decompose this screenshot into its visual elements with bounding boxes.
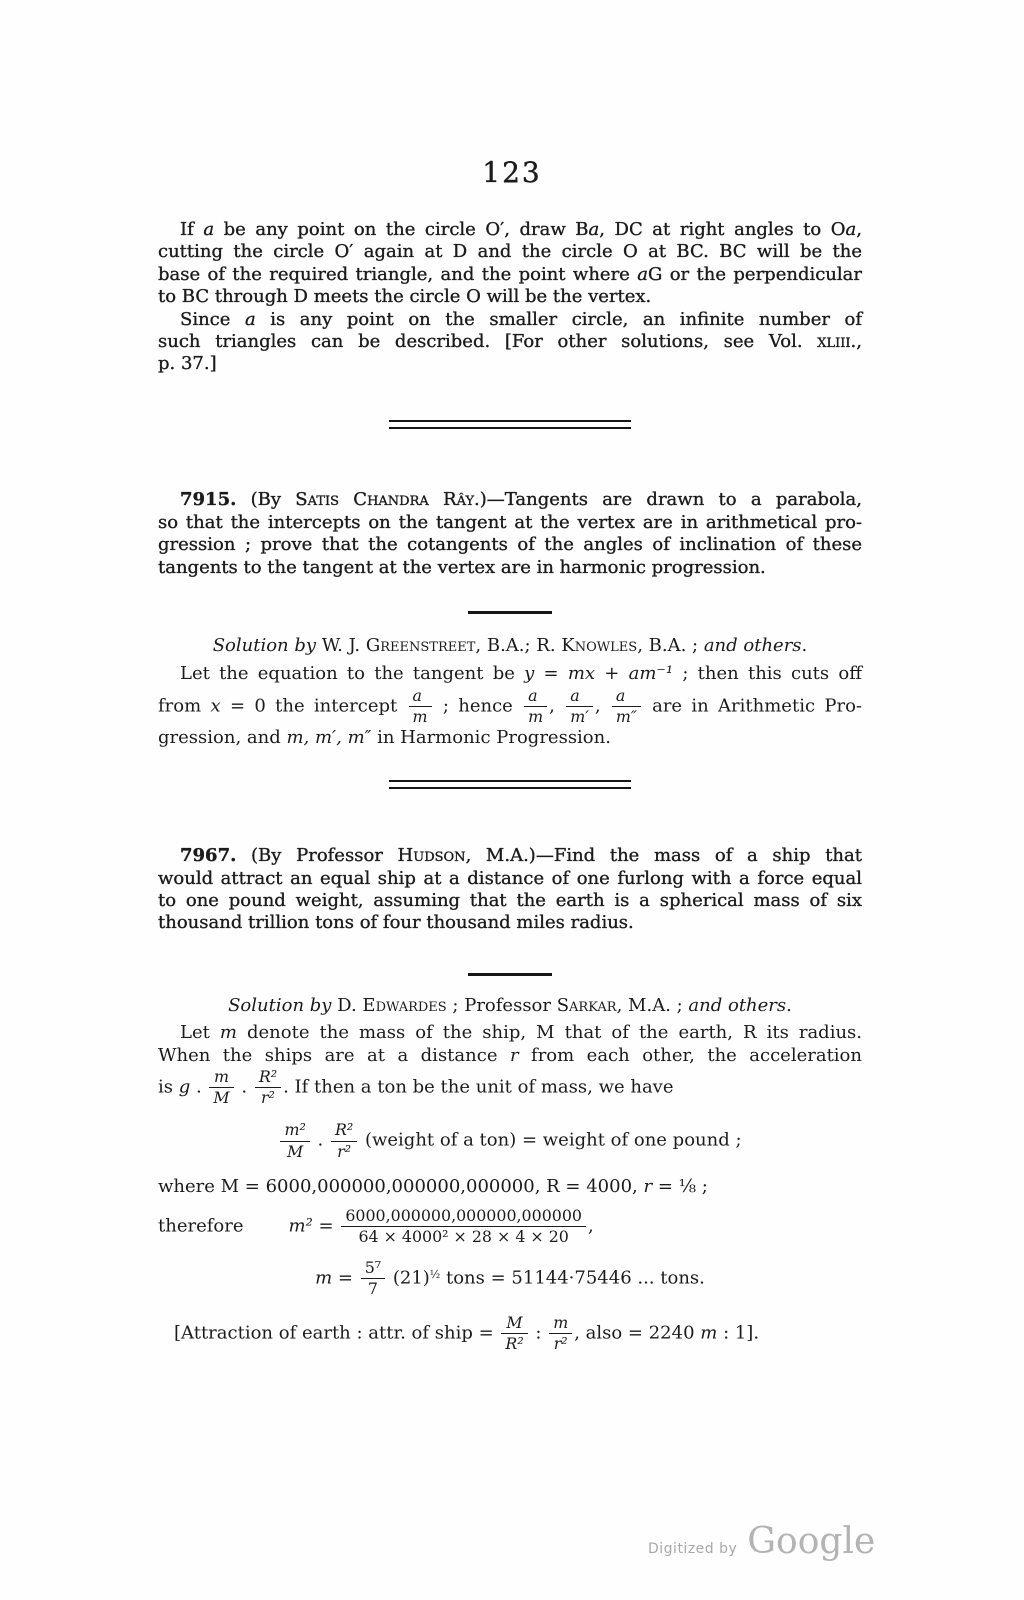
section-divider-double (389, 420, 631, 430)
note-attraction-ratio: [Attraction of earth : attr. of ship = $\frac{M}{\text{R²}}$ : $\frac{m}{\text{r²}}$ , also = 2240 m : 1]. (174, 1313, 760, 1354)
fraction: $\frac{\text{m²}}{M}$ (280, 1120, 309, 1161)
fraction: $\frac{a}{m''}$ (612, 686, 641, 727)
fraction: $\frac{m}{M}$ (209, 1067, 233, 1108)
fraction: $\frac{\text{R²}}{\text{r²}}$ (331, 1120, 357, 1161)
text-line: cutting the circle O′ again at D and the circle O at BC. BC will be the (158, 241, 862, 263)
text-line: so that the intercepts on the tangent at the vertex are in arithmetical pro- (158, 511, 862, 533)
fraction: $\frac{a}{m}$ (409, 686, 432, 727)
problem-7967-statement (158, 845, 862, 935)
equation-therefore: therefore m² = $\frac{6000,000000,000000,000000}{\text{64 × 4000² × 28 × 4 × 20}}$ , (158, 1206, 594, 1247)
divider-short (468, 973, 552, 976)
solution-7915-body (158, 663, 862, 749)
divider-line (389, 780, 631, 782)
equation-weight-of-ton: $\frac{\text{m²}}{M}$ . $\frac{\text{R²}}{\text{r²}}$ (weight of a ton) = weight of one pound ; (158, 1120, 862, 1161)
text-line: such triangles can be described. [For other solutions, see Vol. xliii., (158, 331, 862, 353)
page-number: 123 (482, 156, 542, 189)
text-line: 7967. (By Professor Hudson, M.A.)—Find the mass of a ship that (180, 845, 862, 867)
problem-7915-statement (158, 489, 862, 579)
divider-line (389, 427, 631, 430)
text-column (158, 219, 862, 1355)
divider-line (389, 787, 631, 790)
text-line: gression ; prove that the cotangents of the angles of inclination of these (158, 534, 862, 556)
text-line: Let the equation to the tangent be y = mx + am⁻¹ ; then this cuts off (180, 663, 862, 685)
text-line: p. 37.] (158, 353, 217, 375)
text-line: Let m denote the mass of the ship, M that of the earth, R its radius. (180, 1022, 863, 1044)
solution-attribution-7915: Solution by W. J. Greenstreet, B.A.; R. Knowles, B.A. ; and others. (212, 634, 808, 656)
text-line: to one pound weight, assuming that the earth is a spherical mass of six (158, 889, 862, 911)
divider-short (468, 611, 552, 614)
text-line: 7915. (By Satis Chandra Rây.)—Tangents are drawn to a parabola, (180, 489, 862, 511)
equation-mass-result: m = $\frac{\text{5⁷}}{7}$ $(21)^{\frac{1}{2}}$ tons = 51144·75446 ... tons. (315, 1257, 705, 1298)
section-divider-double (389, 780, 631, 790)
equation-where-values: where M = 6000,000000,000000,000000, R = 4000, r = ⅛ ; (158, 1175, 708, 1197)
text-line: When the ships are at a distance r from each other, the acceleration (158, 1044, 862, 1066)
text-line: thousand trillion tons of four thousand miles radius. (158, 912, 634, 934)
solution-attribution-7967: Solution by D. Edwardes ; Professor Sarkar, M.A. ; and others. (228, 994, 792, 1016)
fraction: $\frac{a}{m}$ (524, 686, 547, 727)
text-line: gression, and m, m′, m″ in Harmonic Progression. (158, 727, 611, 749)
text-line: from x = 0 the intercept $\frac{a}{m}$ ; hence $\frac{a}{m}$ , $\frac{a}{m'}$ , $\frac{a}{m''}$ are in Arithmetic Pro- (158, 685, 862, 726)
text-line: tangents to the tangent at the vertex are in harmonic progression. (158, 556, 766, 578)
text-line: Since a is any point on the smaller circle, an infinite number of (180, 308, 862, 330)
text-line: to BC through D meets the circle O will be the vertex. (158, 286, 652, 308)
fraction: $\frac{M}{\text{R²}}$ (501, 1313, 527, 1354)
digitized-by-label: Digitized by (648, 1541, 738, 1557)
paragraph-solution-continued (158, 219, 862, 376)
text-line: If a be any point on the circle O′, draw Ba, DC at right angles to Oa, (180, 219, 862, 240)
fraction: $\frac{m}{\text{r²}}$ (549, 1313, 572, 1354)
fraction: $\frac{\text{5⁷}}{7}$ (361, 1258, 385, 1299)
text-line: base of the required triangle, and the point where aG or the perpendicular (158, 263, 862, 285)
google-logo: Google (747, 1521, 876, 1562)
solution-7967-body (158, 1022, 862, 1108)
fraction: $\frac{a}{m'}$ (566, 686, 593, 727)
fraction: $\frac{6000,000000,000000,000000}{\text{64 × 4000² × 28 × 4 × 20}}$ (341, 1206, 586, 1247)
google-watermark (648, 1521, 876, 1562)
divider-line (389, 420, 631, 422)
fraction: $\frac{\text{R²}}{\text{r²}}$ (255, 1067, 281, 1108)
text-line: is g . $\frac{m}{M}$ . $\frac{\text{R²}}{\text{r²}}$ . If then a ton be the unit of mass, we have (158, 1066, 674, 1108)
text-line: would attract an equal ship at a distance of one furlong with a force equal (158, 867, 862, 889)
